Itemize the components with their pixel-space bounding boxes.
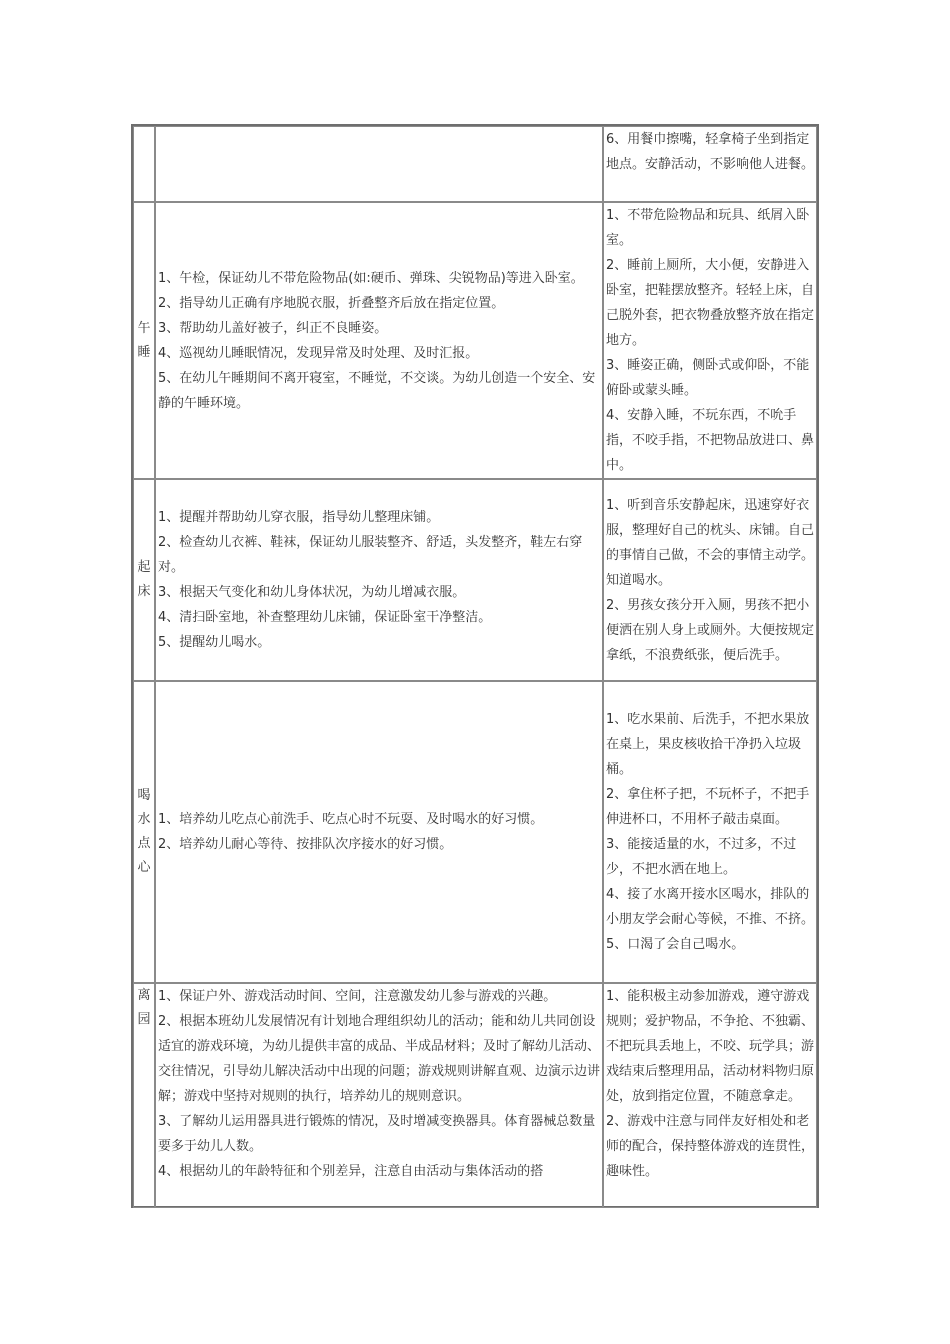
teacher-duty-cell bbox=[155, 126, 603, 202]
teacher-duty-item: 2、检查幼儿衣裤、鞋袜，保证幼儿服装整齐、舒适，头发整齐，鞋左右穿对。 bbox=[158, 535, 583, 575]
child-requirement-item: 2、男孩女孩分开入厕，男孩不把小便洒在别人身上或厕外。大便按规定拿纸，不浪费纸张，便后洗手。 bbox=[606, 597, 815, 663]
section-label-char: 点 bbox=[137, 836, 151, 851]
child-requirement-item: 3、睡姿正确，侧卧式或仰卧，不能俯卧或蒙头睡。 bbox=[606, 358, 810, 398]
teacher-duty-item: 3、帮助幼儿盖好被子，纠正不良睡姿。 bbox=[158, 320, 388, 336]
child-requirement-item: 4、安静入睡，不玩东西，不吮手指，不咬手指，不把物品放进口、鼻中。 bbox=[606, 408, 815, 473]
section-label-char: 心 bbox=[137, 860, 151, 875]
teacher-duty-item: 4、清扫卧室地，补查整理幼儿床铺，保证卧室干净整洁。 bbox=[158, 610, 492, 625]
child-requirement-cell bbox=[603, 126, 817, 202]
section-label-char: 起 bbox=[137, 560, 151, 575]
teacher-duty-item: 4、根据幼儿的年龄特征和个别差异，注意自由活动与集体活动的搭 bbox=[158, 1164, 544, 1179]
section-label-char: 喝 bbox=[137, 788, 151, 803]
care-schedule-table bbox=[133, 126, 817, 1208]
section-label-cell bbox=[133, 202, 155, 479]
child-requirement-item: 2、游戏中注意与同伴友好相处和老师的配合，保持整体游戏的连贯性，趣味性。 bbox=[606, 1114, 815, 1179]
child-requirement-item: 4、接了水离开接水区喝水，排队的小朋友学会耐心等候，不推、不挤。 bbox=[606, 887, 815, 927]
section-label-char: 水 bbox=[137, 812, 151, 827]
child-requirement-item: 5、口渴了会自己喝水。 bbox=[606, 937, 745, 952]
section-label-cell bbox=[133, 126, 155, 202]
child-requirement-item: 1、听到音乐安静起床，迅速穿好衣服，整理好自己的枕头、床铺。自己的事情自己做，不会的事情主动学。知道喝水。 bbox=[606, 497, 815, 588]
table-row bbox=[133, 202, 817, 479]
teacher-duty-item: 2、培养幼儿耐心等待、按排队次序接水的好习惯。 bbox=[158, 837, 453, 852]
child-requirement-item: 1、能积极主动参加游戏，遵守游戏规则；爱护物品，不争抢、不独霸、不把玩具丢地上，不咬、玩学具；游戏结束后整理用品，活动材料物归原处，放到指定位置，不随意拿走。 bbox=[606, 989, 815, 1104]
section-label-char: 园 bbox=[137, 1012, 151, 1027]
child-requirement-item: 2、睡前上厕所，大小便，安静进入卧室，把鞋摆放整齐。轻轻上床，自己脱外套，把衣物叠放整齐放在指定地方。 bbox=[606, 258, 815, 348]
section-label-cell bbox=[133, 983, 155, 1208]
child-requirement-item: 1、不带危险物品和玩具、纸屑入卧室。 bbox=[606, 208, 810, 248]
section-label-char: 离 bbox=[137, 988, 151, 1003]
child-requirement-item: 2、拿住杯子把，不玩杯子，不把手伸进杯口，不用杯子敲击桌面。 bbox=[606, 787, 810, 827]
teacher-duty-item: 1、提醒并帮助幼儿穿衣服，指导幼儿整理床铺。 bbox=[158, 510, 440, 525]
section-label-cell bbox=[133, 681, 155, 983]
child-requirement-cell bbox=[603, 202, 817, 479]
teacher-duty-item: 1、午检，保证幼儿不带危险物品(如:硬币、弹珠、尖锐物品)等进入卧室。 bbox=[158, 270, 584, 286]
table-row bbox=[133, 983, 817, 1208]
teacher-duty-item: 1、培养幼儿吃点心前洗手、吃点心时不玩耍、及时喝水的好习惯。 bbox=[158, 812, 544, 827]
child-requirement-item: 3、能接适量的水，不过多，不过少，不把水洒在地上。 bbox=[606, 837, 797, 877]
table-row bbox=[133, 126, 817, 202]
section-label-char: 午 bbox=[137, 320, 151, 336]
section-label-char: 睡 bbox=[137, 344, 151, 360]
teacher-duty-item: 2、指导幼儿正确有序地脱衣服，折叠整齐后放在指定位置。 bbox=[158, 295, 505, 311]
teacher-duty-item: 5、在幼儿午睡期间不离开寝室，不睡觉，不交谈。为幼儿创造一个安全、安静的午睡环境。 bbox=[158, 370, 596, 411]
section-label-char: 床 bbox=[137, 584, 151, 599]
child-requirement-cell bbox=[603, 983, 817, 1208]
teacher-duty-cell bbox=[155, 202, 603, 479]
child-requirement-cell bbox=[603, 681, 817, 983]
section-label-cell bbox=[133, 479, 155, 681]
teacher-duty-cell bbox=[155, 983, 603, 1208]
child-requirement-cell bbox=[603, 479, 817, 681]
teacher-duty-item: 3、了解幼儿运用器具进行锻炼的情况，及时增减变换器具。体育器械总数量要多于幼儿人数。 bbox=[158, 1114, 596, 1154]
teacher-duty-item: 3、根据天气变化和幼儿身体状况，为幼儿增减衣服。 bbox=[158, 585, 466, 600]
child-requirement-item: 1、吃水果前、后洗手，不把水果放在桌上，果皮核收拾干净扔入垃圾桶。 bbox=[606, 712, 810, 777]
teacher-duty-item: 4、巡视幼儿睡眠情况，发现异常及时处理、及时汇报。 bbox=[158, 345, 479, 361]
teacher-duty-item: 2、根据本班幼儿发展情况有计划地合理组织幼儿的活动；能和幼儿共同创设适宜的游戏环境，为幼儿提供丰富的成品、半成品材料；及时了解幼儿活动、交往情况，引导幼儿解决活动中出现的问题；游戏规则讲解直观、边演示边讲解；游戏中坚持对规则的执行，培养幼儿的规则意识。 bbox=[158, 1014, 601, 1104]
teacher-duty-cell bbox=[155, 681, 603, 983]
table-row bbox=[133, 479, 817, 681]
teacher-duty-cell bbox=[155, 479, 603, 681]
teacher-duty-item: 1、保证户外、游戏活动时间、空间，注意激发幼儿参与游戏的兴趣。 bbox=[158, 989, 557, 1004]
table-row bbox=[133, 681, 817, 983]
child-requirement-item: 6、用餐巾擦嘴，轻拿椅子坐到指定地点。安静活动，不影响他人进餐。 bbox=[606, 132, 815, 172]
teacher-duty-item: 5、提醒幼儿喝水。 bbox=[158, 635, 271, 650]
